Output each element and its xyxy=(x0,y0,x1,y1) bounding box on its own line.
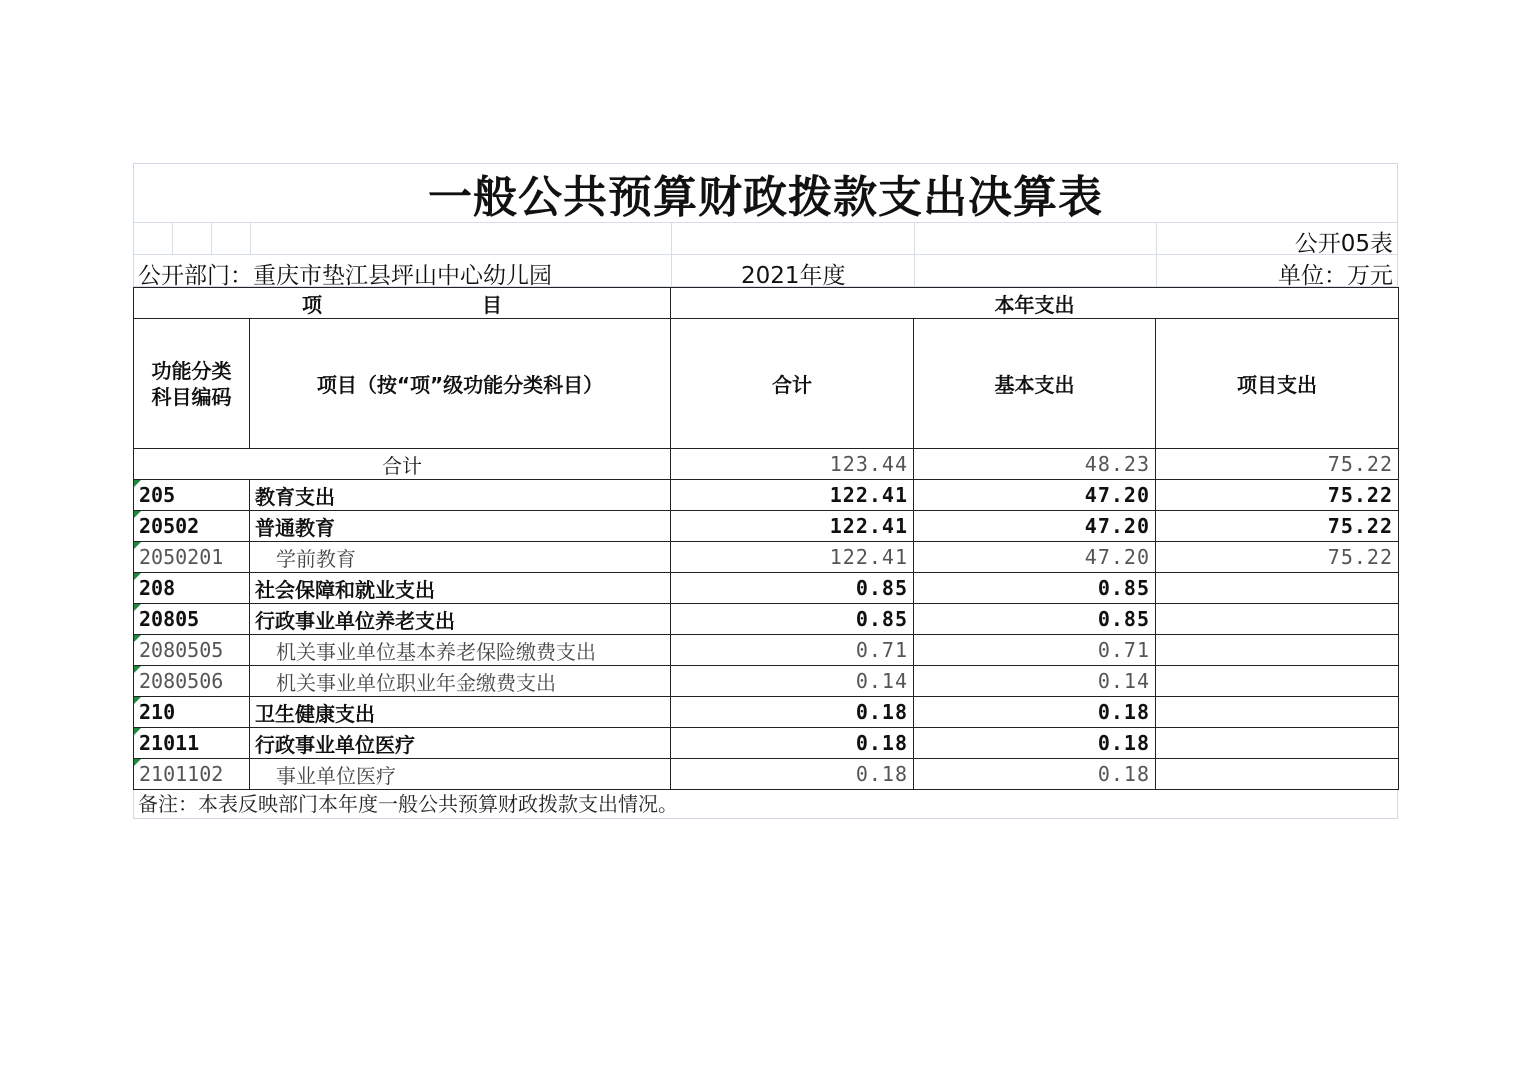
table-row xyxy=(134,511,1399,542)
table-row xyxy=(134,635,1399,666)
project-cell: 75.22 xyxy=(1156,542,1399,573)
report-title: 一般公共预算财政拨款支出决算表 xyxy=(133,163,1398,223)
header-name-col: 项目（按“项”级功能分类科目） xyxy=(250,319,671,449)
table-row xyxy=(134,573,1399,604)
form-number-row xyxy=(133,223,1398,255)
code-cell: 2050201 xyxy=(134,542,250,573)
footnote: 备注：本表反映部门本年度一般公共预算财政拨款支出情况。 xyxy=(133,790,1398,819)
project-cell xyxy=(1156,666,1399,697)
header-row-columns xyxy=(134,319,1399,449)
header-code-col: 功能分类 科目编码 xyxy=(134,319,250,449)
total-project: 75.22 xyxy=(1156,449,1399,480)
form-number: 公开05表 xyxy=(1294,231,1393,257)
report-sheet xyxy=(133,163,1398,819)
table-row xyxy=(134,759,1399,790)
department-row xyxy=(133,255,1398,287)
total-label: 合计 xyxy=(134,449,671,480)
total-cell: 122.41 xyxy=(671,542,914,573)
code-cell: 2080505 xyxy=(134,635,250,666)
code-cell: 205 xyxy=(134,480,250,511)
total-basic: 48.23 xyxy=(914,449,1156,480)
header-expense-group: 本年支出 xyxy=(671,288,1399,319)
project-cell: 75.22 xyxy=(1156,511,1399,542)
basic-cell: 0.71 xyxy=(914,635,1156,666)
project-cell xyxy=(1156,604,1399,635)
name-cell: 行政事业单位医疗 xyxy=(250,728,671,759)
project-cell xyxy=(1156,573,1399,604)
table-row xyxy=(134,666,1399,697)
basic-cell: 0.14 xyxy=(914,666,1156,697)
table-row xyxy=(134,697,1399,728)
total-cell: 0.18 xyxy=(671,697,914,728)
header-basic-col: 基本支出 xyxy=(914,319,1156,449)
name-cell: 社会保障和就业支出 xyxy=(250,573,671,604)
name-cell: 卫生健康支出 xyxy=(250,697,671,728)
header-project-col: 项目支出 xyxy=(1156,319,1399,449)
basic-cell: 0.85 xyxy=(914,604,1156,635)
expenditure-table xyxy=(133,287,1399,790)
header-item-group: 项 目 xyxy=(134,288,671,319)
total-cell: 0.14 xyxy=(671,666,914,697)
table-row xyxy=(134,604,1399,635)
table-row xyxy=(134,480,1399,511)
table-row xyxy=(134,728,1399,759)
basic-cell: 0.18 xyxy=(914,728,1156,759)
code-cell: 2080506 xyxy=(134,666,250,697)
total-cell: 0.71 xyxy=(671,635,914,666)
total-cell: 0.18 xyxy=(671,728,914,759)
name-cell: 行政事业单位养老支出 xyxy=(250,604,671,635)
name-cell: 机关事业单位基本养老保险缴费支出 xyxy=(250,635,671,666)
code-cell: 20502 xyxy=(134,511,250,542)
code-cell: 210 xyxy=(134,697,250,728)
table-row xyxy=(134,542,1399,573)
project-cell: 75.22 xyxy=(1156,480,1399,511)
name-cell: 事业单位医疗 xyxy=(250,759,671,790)
basic-cell: 47.20 xyxy=(914,511,1156,542)
name-cell: 机关事业单位职业年金缴费支出 xyxy=(250,666,671,697)
total-cell: 122.41 xyxy=(671,480,914,511)
header-row-group xyxy=(134,288,1399,319)
basic-cell: 0.18 xyxy=(914,759,1156,790)
name-cell: 教育支出 xyxy=(250,480,671,511)
code-cell: 21011 xyxy=(134,728,250,759)
department-label: 公开部门：重庆市垫江县坪山中心幼儿园 xyxy=(138,263,552,289)
basic-cell: 0.18 xyxy=(914,697,1156,728)
name-cell: 普通教育 xyxy=(250,511,671,542)
total-cell: 0.85 xyxy=(671,604,914,635)
total-cell: 122.41 xyxy=(671,511,914,542)
code-cell: 2101102 xyxy=(134,759,250,790)
total-amount: 123.44 xyxy=(671,449,914,480)
basic-cell: 47.20 xyxy=(914,542,1156,573)
header-total-col: 合计 xyxy=(671,319,914,449)
total-cell: 0.18 xyxy=(671,759,914,790)
unit-label: 单位：万元 xyxy=(1278,263,1393,289)
project-cell xyxy=(1156,728,1399,759)
code-cell: 20805 xyxy=(134,604,250,635)
total-cell: 0.85 xyxy=(671,573,914,604)
basic-cell: 47.20 xyxy=(914,480,1156,511)
name-cell: 学前教育 xyxy=(250,542,671,573)
project-cell xyxy=(1156,635,1399,666)
total-row xyxy=(134,449,1399,480)
report-year: 2021年度 xyxy=(741,263,846,289)
code-cell: 208 xyxy=(134,573,250,604)
project-cell xyxy=(1156,697,1399,728)
project-cell xyxy=(1156,759,1399,790)
basic-cell: 0.85 xyxy=(914,573,1156,604)
